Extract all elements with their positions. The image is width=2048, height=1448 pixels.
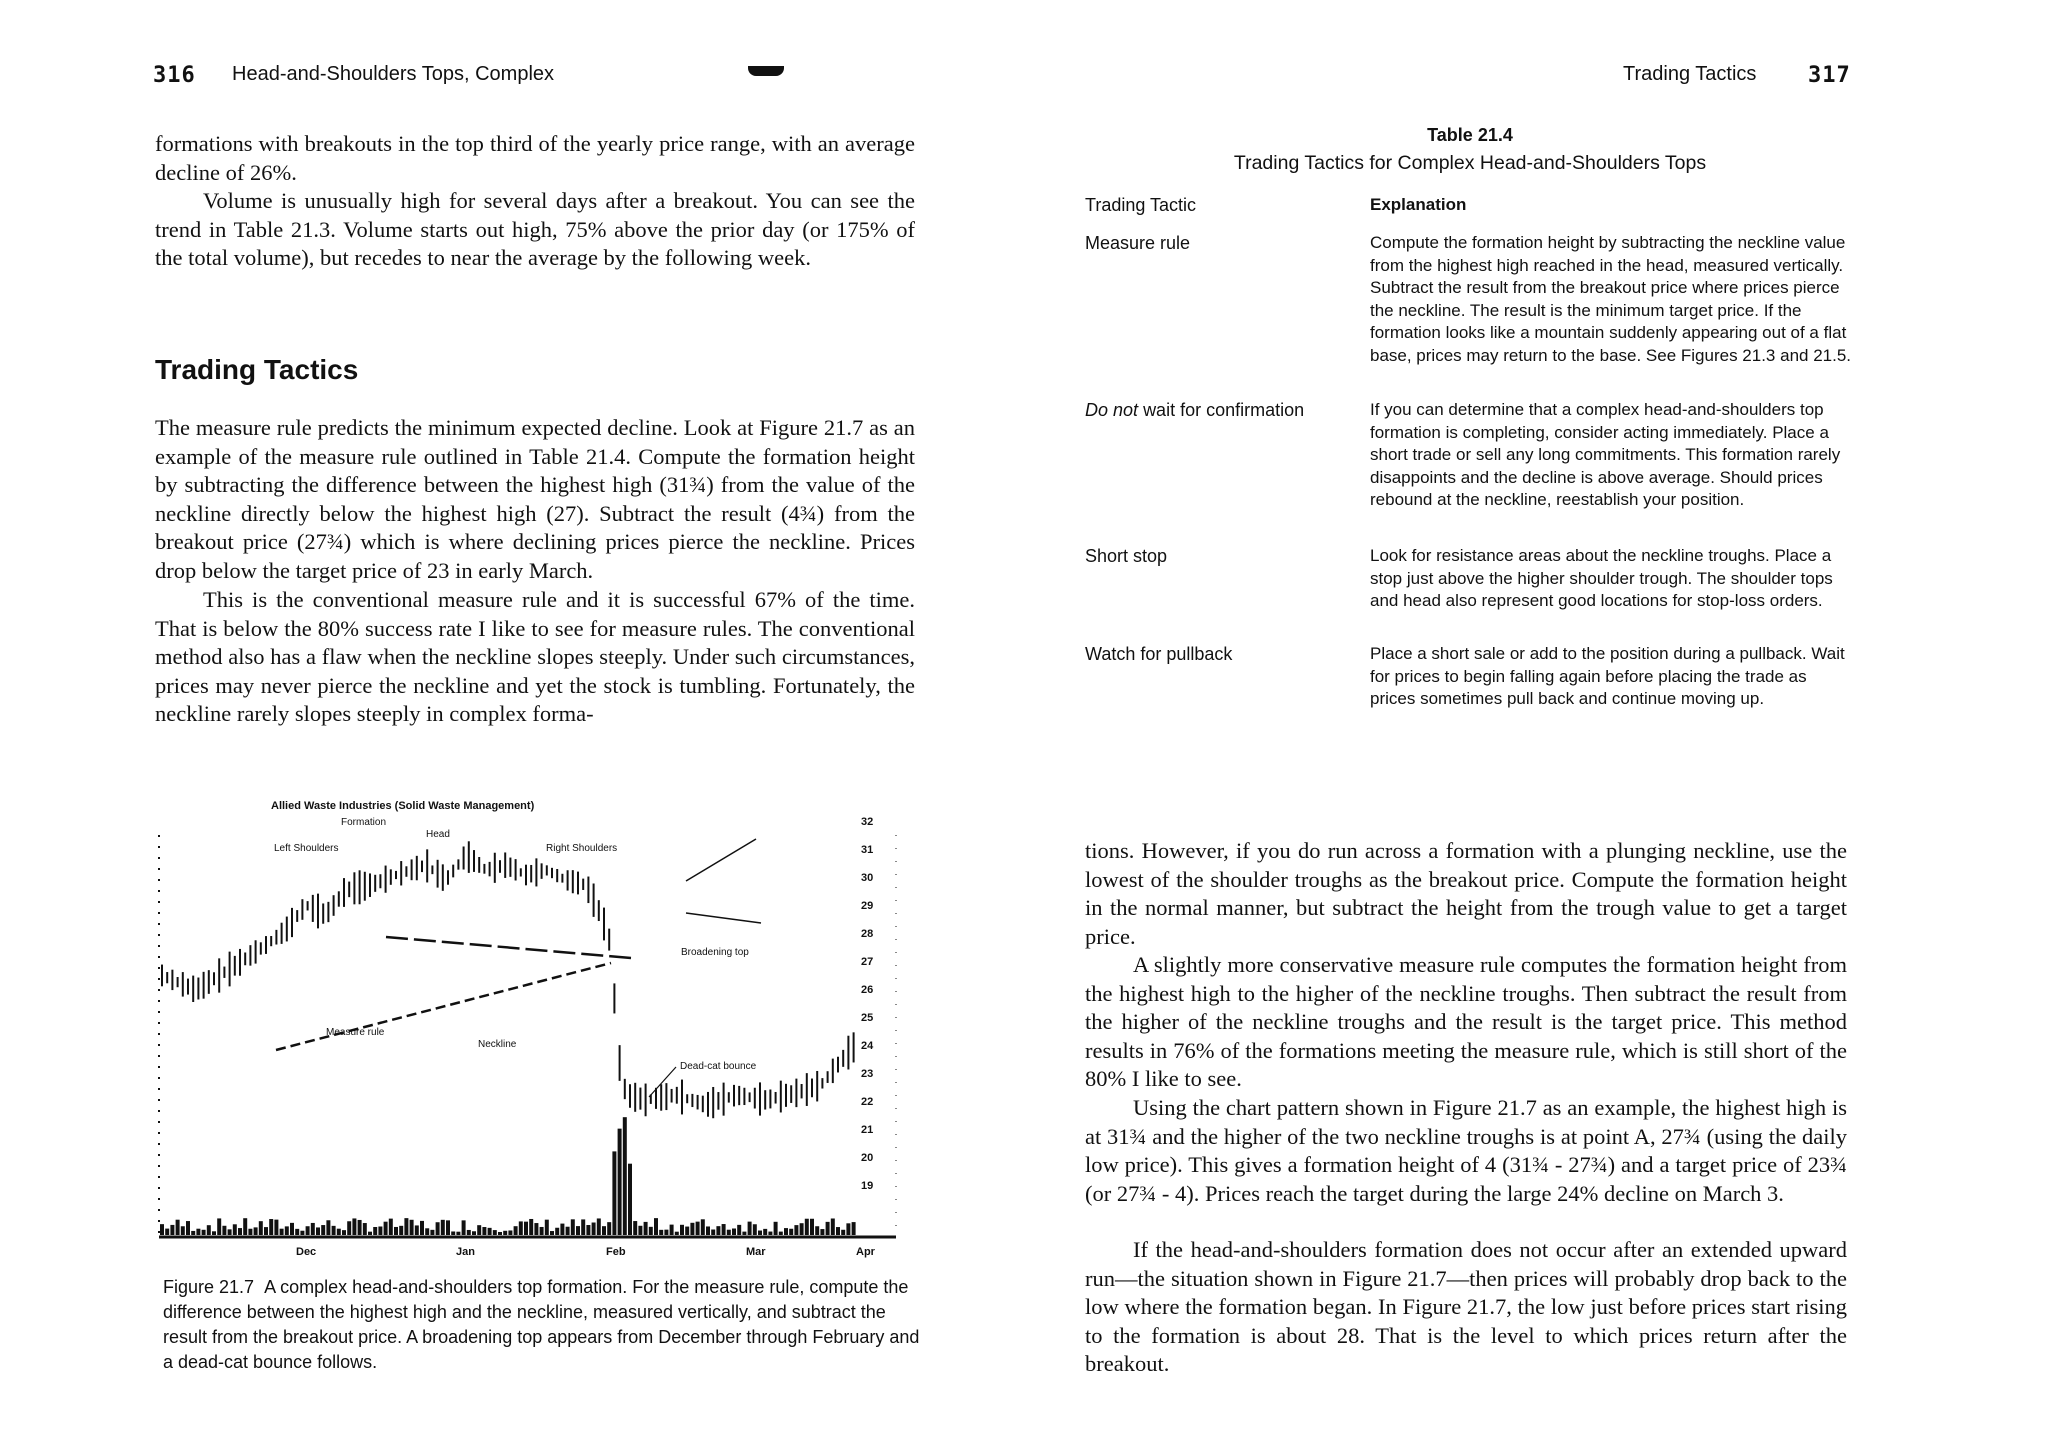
volume-bar — [727, 1230, 731, 1235]
volume-bars — [160, 1117, 856, 1235]
x-tick-label: Mar — [746, 1246, 766, 1258]
volume-bar — [482, 1227, 486, 1235]
volume-bar — [295, 1229, 299, 1235]
y-tick-label: 23 — [861, 1068, 874, 1080]
section-title: Trading Tactics — [155, 354, 359, 385]
chart-header: Allied Waste Industries (Solid Waste Management) — [271, 800, 535, 812]
y-tick-label: 20 — [861, 1152, 874, 1164]
page-number-right: 317 — [1808, 63, 1851, 88]
volume-bar — [784, 1228, 788, 1235]
volume-bar — [373, 1227, 377, 1235]
y-tick-label: 30 — [861, 872, 874, 884]
figure-caption — [163, 1275, 923, 1375]
y-tick-label: 22 — [861, 1096, 874, 1108]
volume-bar — [560, 1224, 564, 1235]
volume-bar — [696, 1222, 700, 1235]
volume-bar — [732, 1228, 736, 1235]
table-row-tactic: Do not wait for confirmation — [1085, 400, 1305, 420]
volume-bar — [222, 1226, 226, 1235]
table-number: Table 21.4 — [1427, 125, 1513, 145]
volume-bar — [794, 1225, 798, 1235]
volume-bar — [581, 1219, 585, 1235]
paragraph-measure-rule: The measure rule predicts the minimum expected decline. Look at Figure 21.7 as an example of the measure rule outlined in Table 21.4. Compute the formation height by subtracting the difference between the highest high (31¾) from the value of the neckline directly below the highest high (27). Subtract the result (4¾) from the breakout price (27¾) which is where declining prices pierce the neckline. Prices drop below the target price of 23 in early March. — [155, 415, 915, 583]
volume-bar — [259, 1221, 263, 1235]
volume-bar — [477, 1225, 481, 1235]
volume-bar — [425, 1228, 429, 1235]
y-tick-label: 25 — [861, 1012, 874, 1024]
volume-bar — [597, 1218, 601, 1235]
table-row-explanation: If you can determine that a complex head-and-shoulders top formation is completing, consider acting immediately. Place a short trade or sell any long commitments. This formation rarely disappoints and the decline is above average. Should prices rebound at the neckline, reestablish your position. — [1370, 400, 1841, 509]
volume-bar — [571, 1219, 575, 1235]
volume-bar — [706, 1226, 710, 1235]
volume-bar — [456, 1232, 460, 1235]
label-formation: Formation — [341, 817, 387, 828]
y-tick-label: 19 — [861, 1180, 874, 1192]
table-row-explanation: Look for resistance areas about the neckline troughs. Place a stop just above the higher shoulder trough. The shoulder tops and head also represent good locations for stop-loss orders. — [1370, 546, 1833, 610]
volume-bar — [186, 1221, 190, 1235]
volume-bar — [602, 1226, 606, 1235]
y-axis-ticks — [861, 816, 874, 1192]
volume-bar — [498, 1232, 502, 1235]
label-neckline: Neckline — [478, 1039, 517, 1050]
volume-bar — [774, 1222, 778, 1235]
volume-bar — [519, 1221, 523, 1235]
volume-bar — [451, 1231, 455, 1235]
volume-bar — [852, 1222, 856, 1235]
broadening-top-upper — [686, 839, 756, 881]
volume-bar — [592, 1223, 596, 1235]
label-head: Head — [426, 829, 450, 840]
volume-bar — [181, 1226, 185, 1235]
running-head-left: Head-and-Shoulders Tops, Complex — [232, 63, 555, 85]
volume-bar — [644, 1222, 648, 1235]
volume-bar — [165, 1229, 169, 1235]
volume-bar — [534, 1223, 538, 1235]
volume-bar — [690, 1223, 694, 1235]
volume-bar — [628, 1164, 632, 1235]
volume-bar — [254, 1227, 258, 1235]
volume-bar — [347, 1221, 351, 1235]
volume-bar — [399, 1226, 403, 1235]
volume-bar — [493, 1230, 497, 1235]
volume-bar — [664, 1230, 668, 1235]
y-tick-label: 21 — [861, 1124, 874, 1136]
running-head-right: Trading Tactics — [1623, 63, 1757, 85]
volume-bar — [711, 1230, 715, 1235]
x-tick-label: Feb — [606, 1246, 626, 1258]
volume-bar — [685, 1227, 689, 1235]
volume-bar — [472, 1231, 476, 1235]
page-number-left: 316 — [153, 63, 196, 88]
volume-bar — [748, 1222, 752, 1235]
volume-bar — [217, 1218, 221, 1235]
volume-bar — [555, 1228, 559, 1235]
volume-bar — [311, 1223, 315, 1235]
paragraph-tions: tions. However, if you do run across a formation with a plunging neckline, use the lowest of the shoulder troughs as the breakout price. Compute the formation height in the normal manner, but subtract the height from the trough value to get a target price. — [1085, 838, 1847, 949]
volume-bar — [264, 1227, 268, 1235]
table-row-tactic: Watch for pullback — [1085, 644, 1233, 664]
figure-caption-text: A complex head-and-shoulders top formation. For the measure rule, compute the difference between the highest high and the neckline, measured vertically, and subtract the result from the breakout price. A broadening top appears from December through February and a dead-cat bounce follows. — [163, 1277, 920, 1372]
y-tick-label: 26 — [861, 984, 874, 996]
volume-bar — [586, 1225, 590, 1235]
volume-bar — [545, 1220, 549, 1235]
volume-bar — [228, 1229, 232, 1235]
volume-bar — [384, 1222, 388, 1235]
volume-bar — [675, 1232, 679, 1235]
volume-bar — [623, 1117, 627, 1235]
volume-bar — [716, 1226, 720, 1235]
volume-bar — [758, 1231, 762, 1235]
volume-bar — [415, 1225, 419, 1235]
volume-bar — [566, 1227, 570, 1235]
volume-bar — [805, 1219, 809, 1235]
volume-bar — [280, 1229, 284, 1235]
y-tick-label: 29 — [861, 900, 874, 912]
volume-bar — [514, 1226, 518, 1235]
volume-bar — [836, 1227, 840, 1235]
broadening-top-lower — [686, 913, 761, 923]
volume-bar — [529, 1219, 533, 1235]
volume-bar — [846, 1223, 850, 1235]
volume-bar — [191, 1231, 195, 1235]
volume-bar — [358, 1220, 362, 1235]
volume-bar — [446, 1220, 450, 1235]
volume-bar — [321, 1225, 325, 1235]
figure-caption-label: Figure 21.7 — [163, 1277, 255, 1297]
paragraph-continued: formations with breakouts in the top third of the yearly price range, with an average decline of 26%. — [155, 131, 915, 185]
volume-bar — [410, 1220, 414, 1235]
volume-bar — [285, 1226, 289, 1235]
volume-bar — [779, 1232, 783, 1235]
volume-bar — [378, 1226, 382, 1235]
volume-bar — [826, 1222, 830, 1235]
volume-bar — [789, 1229, 793, 1235]
volume-bar — [430, 1230, 434, 1235]
volume-bar — [238, 1228, 242, 1235]
y-tick-label: 27 — [861, 956, 874, 968]
y-tick-label: 28 — [861, 928, 874, 940]
label-dead-cat-bounce: Dead-cat bounce — [680, 1061, 757, 1072]
volume-bar — [753, 1224, 757, 1235]
volume-bar — [462, 1220, 466, 1235]
volume-bar — [342, 1230, 346, 1235]
volume-bar — [420, 1221, 424, 1235]
volume-bar — [352, 1218, 356, 1235]
volume-bar — [607, 1222, 611, 1235]
volume-bar — [742, 1232, 746, 1235]
volume-bar — [467, 1230, 471, 1235]
volume-bar — [670, 1225, 674, 1235]
page-tab-mark — [748, 66, 784, 76]
volume-bar — [300, 1231, 304, 1235]
volume-bar — [243, 1218, 247, 1235]
volume-bar — [306, 1226, 310, 1235]
volume-bar — [176, 1220, 180, 1235]
volume-bar — [576, 1226, 580, 1235]
volume-bar — [524, 1222, 528, 1235]
volume-bar — [233, 1224, 237, 1235]
volume-bar — [618, 1129, 622, 1235]
measure-line — [386, 937, 631, 958]
table-row-explanation: Place a short sale or add to the position during a pullback. Wait for prices to begin falling again before placing the trade as prices sometimes pull back and continue moving up. — [1370, 644, 1845, 708]
volume-bar — [800, 1223, 804, 1235]
chart-svg — [156, 795, 916, 1265]
volume-bar — [680, 1225, 684, 1235]
table-title: Trading Tactics for Complex Head-and-Shoulders Tops — [1233, 152, 1707, 174]
volume-bar — [337, 1229, 341, 1235]
table-row-tactic: Short stop — [1085, 546, 1168, 566]
volume-bar — [368, 1232, 372, 1235]
paragraph-if-head-shoulders: If the head-and-shoulders formation does not occur after an extended upward run—the situation shown in Figure 21.7—then prices will probably drop back to the low where the formation began. In Figure 21.7, the low just before prices start rising to the formation is about 28. That is the level to which prices return after the breakout. — [1085, 1237, 1847, 1377]
y-tick-label: 32 — [861, 816, 874, 828]
y-tick-label: 31 — [861, 844, 874, 856]
volume-bar — [810, 1219, 814, 1235]
volume-bar — [404, 1218, 408, 1235]
volume-bar — [831, 1218, 835, 1235]
volume-bar — [550, 1231, 554, 1235]
label-right-shoulders: Right Shoulders — [546, 843, 618, 854]
volume-bar — [820, 1229, 824, 1235]
volume-bar — [170, 1225, 174, 1235]
volume-bar — [763, 1229, 767, 1235]
volume-bar — [633, 1221, 637, 1235]
volume-bar — [326, 1220, 330, 1235]
volume-bar — [202, 1230, 206, 1235]
y-tick-label: 24 — [861, 1040, 874, 1052]
volume-bar — [649, 1227, 653, 1235]
volume-bar — [363, 1223, 367, 1235]
label-measure-rule: Measure rule — [326, 1027, 385, 1038]
paragraph-conventional: This is the conventional measure rule and it is successful 67% of the time. That is below the 80% success rate I like to see for measure rules. The conventional method also has a flaw when the neckline slopes steeply. Under such circumstances, prices may never pierce the neckline and yet the stock is tumbling. Fortunately, the neckline rarely slopes steeply in complex forma- — [155, 587, 915, 727]
volume-bar — [503, 1231, 507, 1235]
volume-bar — [160, 1224, 164, 1235]
volume-bar — [274, 1220, 278, 1235]
x-tick-label: Apr — [856, 1246, 875, 1258]
paragraph-volume: Volume is unusually high for several days after a breakout. You can see the trend in Table 21.3. Volume starts out high, 75% above the prior day (or 175% of the total volume), but recedes to near the average by the following week. — [155, 188, 915, 271]
volume-bar — [212, 1231, 216, 1235]
volume-bar — [701, 1219, 705, 1235]
table-row-tactic: Measure rule — [1085, 233, 1191, 253]
volume-bar — [737, 1225, 741, 1235]
price-bars — [162, 841, 854, 1118]
volume-bar — [248, 1229, 252, 1235]
paragraph-conservative: A slightly more conservative measure rule computes the formation height from the highest high to the higher of the neckline troughs. Then subtract the result from the higher of the neckline troughs and the result is the target price. This method results in 76% of the formations meeting the measure rule, which is still short of the 80% I like to see. — [1085, 952, 1847, 1092]
x-tick-label: Jan — [456, 1246, 475, 1258]
volume-bar — [394, 1227, 398, 1235]
volume-bar — [508, 1230, 512, 1235]
volume-bar — [612, 1151, 616, 1235]
volume-bar — [815, 1226, 819, 1235]
x-axis-ticks — [296, 1246, 876, 1258]
volume-bar — [722, 1224, 726, 1235]
paragraph-using-chart: Using the chart pattern shown in Figure 21.7 as an example, the highest high is at 31¾ and the higher of the two neckline troughs is at point A, 27¾ (using the daily low price). This gives a formation height of 4 (31¾ - 27¾) and a target price of 23¾ (or 27¾ - 4). Prices reach the target during the large 24% decline on March 3. — [1085, 1095, 1847, 1206]
volume-bar — [768, 1232, 772, 1235]
x-tick-label: Dec — [296, 1246, 317, 1258]
volume-bar — [269, 1219, 273, 1235]
table-col-tactic: Trading Tactic — [1085, 195, 1197, 215]
volume-bar — [196, 1229, 200, 1235]
volume-bar — [316, 1227, 320, 1235]
volume-bar — [659, 1230, 663, 1235]
label-left-shoulders: Left Shoulders — [274, 843, 339, 854]
figure-chart — [156, 795, 916, 1265]
volume-bar — [389, 1219, 393, 1235]
volume-bar — [207, 1225, 211, 1235]
label-broadening-top: Broadening top — [681, 947, 749, 958]
volume-bar — [441, 1220, 445, 1235]
volume-bar — [841, 1230, 845, 1235]
volume-bar — [332, 1226, 336, 1235]
volume-bar — [540, 1227, 544, 1235]
table-col-explanation: Explanation — [1370, 195, 1467, 214]
table-row-explanation: Compute the formation height by subtracting the neckline value from the highest high reached in the head, measured vertically. Subtract the result from the breakout price where prices pierce the neckline. The result is the minimum target price. If the formation looks like a mountain suddenly appearing out of a flat base, prices may return to the base. See Figures 21.3 and 21.5. — [1370, 233, 1852, 365]
volume-bar — [654, 1218, 658, 1235]
volume-bar — [638, 1226, 642, 1235]
volume-bar — [290, 1223, 294, 1235]
volume-bar — [436, 1222, 440, 1235]
volume-bar — [488, 1228, 492, 1235]
